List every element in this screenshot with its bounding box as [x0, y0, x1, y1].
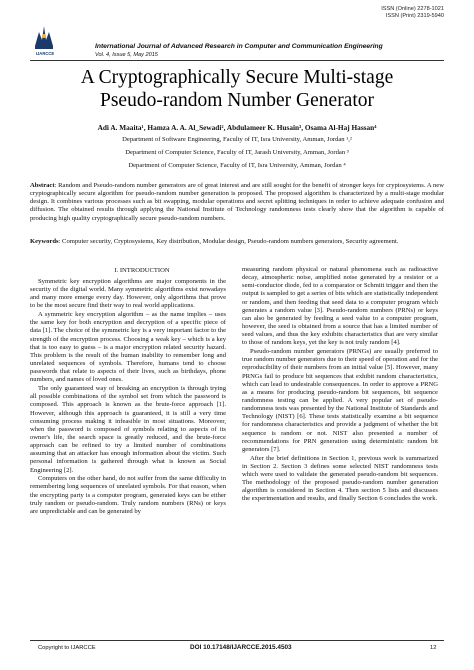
abstract	[30, 182, 444, 223]
right-paragraph-2: Pseudo-random number generators (PRNGs) are usually preferred to true random number generators due to their speed of operation and for the reproducibility of their numbers from an initial value [5]. However, many PRNGs fail to produce bit sequences that exhibit random characteristics, which can lead to undesirable consequences. In order to approve a PRNG as a means for producing pseudo-random bit sequences, bit sequence randomness testing can be applied. A very popular set of pseudo-randomness tests was presented by the National Institute of Standards and Technology (NIST) [6]. These tests statistically examine a bit sequence for randomness characteristics and provide a judgment of whether the bit sequence is random or not. NIST also presented a number of recommendations for PRN generation using deterministic random bit generators [7].	[242, 348, 438, 453]
footer-page-number: 12	[430, 645, 437, 651]
logo-text: IJARCCE	[35, 51, 55, 56]
abstract-text: : Random and Pseudo-random number generators are of great interest and are still sought for the benefit of stronger keys for cryptosystems. A new cryptographically secure algorithm for pseudo-random number generation is proposed. The proposed algorithm is characterized by a multi-stage modular design. It combines various processes such as bit swapping, modular operations and secret splitting techniques in order to achieve adequate confusion and diffusion. The obtained results through applying the National Institute of Technology randomness tests clearly show that the algorithm is capable of producing high quality cryptographically secure pseudo-random numbers.	[30, 182, 444, 222]
right-column	[242, 266, 438, 504]
keywords-label: Keywords	[30, 238, 59, 245]
journal-volume: Vol. 4, Issue 5, May 2015	[95, 52, 158, 58]
affiliation-3: Department of Computer Science, Faculty of IT, Isra University, Amman, Jordan ⁴	[128, 162, 346, 169]
footer-copyright: Copyright to IJARCCE	[38, 645, 96, 651]
abstract-label: Abstract	[30, 182, 55, 189]
right-paragraph-3: After the brief definitions in Section 1, previous work is summarized in Section 2. Section 3 defines some selected NIST randomness tests which were used to validate the generated pseudo-random bit sequences. The methodology of the proposed pseudo-random number generation algorithm is considered in Section 4. Then section 5 lists and discusses the experimentation and results, and finally Section 6 concludes the work.	[242, 454, 438, 503]
left-paragraph-4: Computers on the other hand, do not suffer from the same difficulty in remembering long sequences of unrelated symbols. For that reason, when the encrypting party is a computer program, generated keys can be either truly random or pseudo-random. Truly random numbers (RNs) or keys are unpredictable and can be generated by	[30, 475, 226, 515]
footer-doi: DOI 10.17148/IJARCCE.2015.4503	[190, 644, 292, 651]
left-column	[30, 278, 226, 517]
left-paragraph-3: The only guaranteed way of breaking an encryption is through trying all possible combinations of the symbol set from which the password is composed. This approach is known as the brute-force approach [1]. However, although this approach is guaranteed, it is still a very time consuming process making it infeasible in most situations. Moreover, when the password is composed of symbols relating to aspects of its owner's life, the search space is greatly reduced, and the brute-force approach can be refined to try a limited number of combinations assuming that an attacker has enough information about the victim. Such personal information is gathered through what is known as Social Engineering [2].	[30, 385, 226, 474]
journal-logo-icon	[33, 22, 55, 52]
paper-title	[30, 66, 444, 112]
title-line-2: Pseudo-random Number Generator	[100, 90, 374, 111]
author-list: Adi A. Maaita¹, Hamza A. A. Al_Sewadi², Abdulameer K. Husain³, Osama Al-Haj Hassan⁴	[97, 123, 377, 132]
affiliation-1: Department of Software Engineering, Faculty of IT, Isra University, Amman, Jordan ¹,²	[122, 136, 352, 143]
footer-rule	[30, 640, 444, 641]
keywords	[30, 238, 444, 246]
affiliation-2: Department of Computer Science, Faculty of IT, Jarash University, Amman, Jordan ³	[125, 149, 349, 156]
issn-online: ISSN (Online) 2278-1021	[381, 6, 444, 12]
left-paragraph-1: Symmetric key encryption algorithms are major components in the security of the digital world. Many symmetric algorithms exist nowadays and many more emerge every day. However, only algorithms that prove to be the most secure find their way to real world applications.	[30, 278, 226, 310]
issn-print: ISSN (Print) 2319-5940	[385, 13, 444, 19]
keywords-text: : Computer security, Cryptosystems, Key distribution, Modular design, Pseudo-random numbers generators, Security agreement.	[58, 238, 399, 245]
section-heading-introduction: I. INTRODUCTION	[114, 267, 170, 274]
header-rule	[30, 60, 444, 61]
right-paragraph-1: measuring random physical or natural phenomena such as radioactive decay, atmospheric noise, amplified noise generated by a resistor or a semi-conductor diode, fed to a comparator or Schmitt trigger and then the output is sampled to get a series of bits which are statistically independent or random, and then feeding that seed data to a computer program which generates a random value [3]. Pseudo-random numbers (PRNs) or keys can also be generated by feeding a seed value to a computer program, however, the seed is obtained from a source that has a limited number of seed values, and thus the key exhibits characteristics that are very similar to those of random keys, yet the key is not truly random [4].	[242, 266, 438, 347]
issn-block	[381, 6, 444, 20]
journal-name: International Journal of Advanced Research in Computer and Communication Engineering	[95, 43, 383, 50]
title-line-1: A Cryptographically Secure Multi-stage	[80, 67, 394, 88]
left-paragraph-2: A symmetric key encryption algorithm – as the name implies – uses the same key for both encryption and decryption of a specific piece of data [1]. The choice of the symmetric key is a very important factor to the strength of the encryption process. Choosing a weak key – which is a key that is too easy to guess – is a major encryption related security hazard. This problem is the result of the human inability to remember long and unrelated sequences of symbols. Therefore, humans tend to choose passwords that relate to aspects of their lives, such as birthdays, phone numbers, and names of loved ones.	[30, 311, 226, 384]
